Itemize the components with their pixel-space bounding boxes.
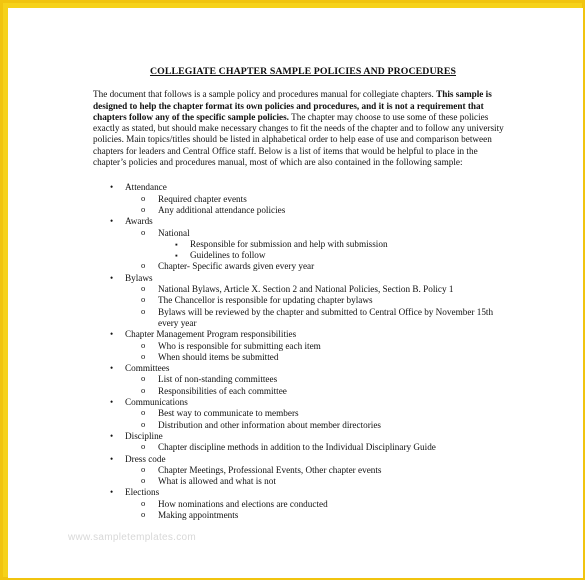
sub-list bbox=[125, 442, 513, 453]
item-label: Committees bbox=[125, 363, 170, 374]
bullet-circle: o bbox=[141, 497, 146, 508]
bullet-circle: o bbox=[141, 305, 146, 316]
watermark: www.sampletemplates.com bbox=[68, 532, 197, 543]
subtopic-item bbox=[125, 205, 513, 216]
intro-paragraph bbox=[93, 89, 513, 168]
item-label: Required chapter events bbox=[158, 193, 247, 204]
subtopic-item bbox=[125, 408, 513, 419]
item-label: Any additional attendance policies bbox=[158, 204, 286, 215]
bullet-disc: • bbox=[110, 272, 114, 283]
sub-subtopic-item bbox=[158, 250, 513, 261]
bullet-disc: • bbox=[110, 329, 114, 340]
item-label: National bbox=[158, 227, 190, 238]
subtopic-item bbox=[125, 510, 513, 521]
sub-subtopic-item bbox=[158, 239, 513, 250]
bullet-circle: o bbox=[141, 339, 146, 350]
bullet-circle: o bbox=[141, 226, 146, 237]
item-label: Making appointments bbox=[158, 509, 239, 520]
bullet-square: ▪ bbox=[175, 251, 178, 261]
sub-list bbox=[125, 284, 513, 329]
sub-list bbox=[125, 499, 513, 522]
subtopic-item bbox=[125, 420, 513, 431]
item-label: Chapter- Specific awards given every year bbox=[158, 261, 315, 272]
bullet-disc: • bbox=[110, 397, 114, 408]
item-label: National Bylaws, Article X. Section 2 and National Policies, Section B. Policy 1 bbox=[158, 284, 454, 295]
item-label: Discipline bbox=[125, 430, 163, 441]
topic-item bbox=[93, 454, 513, 488]
intro-text-2: The chapter may choose to use some of these policies exactly as stated, but should make necessary changes to fit the needs of the chapter and to follow any university policies. Main topics/titles should be listed in alphabetical order to help ease of use and comparison between chapters for leaders and Central Office staff. Below is a list of items that would be helpful to place in the chapter’s policies and procedures manual, most of which are also contained in the following sample: bbox=[93, 111, 504, 168]
item-label: Dress code bbox=[125, 453, 166, 464]
item-label: When should items be submitted bbox=[158, 351, 279, 362]
bullet-circle: o bbox=[141, 418, 146, 429]
bullet-disc: • bbox=[110, 487, 114, 498]
item-label: Bylaws bbox=[125, 272, 153, 283]
item-label: Responsible for submission and help with submission bbox=[190, 238, 388, 249]
subtopic-item bbox=[125, 386, 513, 397]
bullet-circle: o bbox=[141, 373, 146, 384]
subtopic-item bbox=[125, 465, 513, 476]
subtopic-item bbox=[125, 374, 513, 385]
item-label: Who is responsible for submitting each item bbox=[158, 340, 321, 351]
item-label: Responsibilities of each committee bbox=[158, 385, 287, 396]
subtopic-item bbox=[125, 442, 513, 453]
sub-list bbox=[125, 228, 513, 273]
topic-item bbox=[93, 329, 513, 363]
bullet-circle: o bbox=[141, 508, 146, 519]
document-page bbox=[8, 8, 583, 578]
item-label: Distribution and other information about member directories bbox=[158, 419, 381, 430]
document-title: COLLEGIATE CHAPTER SAMPLE POLICIES AND PROCEDURES bbox=[149, 66, 457, 77]
item-label: Chapter Management Program responsibilities bbox=[125, 329, 297, 340]
subtopic-item bbox=[125, 261, 513, 272]
subtopic-item bbox=[125, 476, 513, 487]
subtopic-item bbox=[125, 194, 513, 205]
bullet-circle: o bbox=[141, 192, 146, 203]
bullet-disc: • bbox=[110, 182, 114, 193]
bullet-circle: o bbox=[141, 260, 146, 271]
item-label: Chapter discipline methods in addition to the Individual Disciplinary Guide bbox=[158, 442, 436, 453]
topic-item bbox=[93, 182, 513, 216]
item-label: How nominations and elections are conducted bbox=[158, 498, 328, 509]
bullet-disc: • bbox=[110, 216, 114, 227]
bullet-disc: • bbox=[110, 363, 114, 374]
subtopic-item bbox=[125, 352, 513, 363]
topic-item bbox=[93, 397, 513, 431]
topic-outline bbox=[93, 182, 513, 521]
item-label: The Chancellor is responsible for updating chapter bylaws bbox=[158, 295, 373, 306]
bullet-disc: • bbox=[110, 453, 114, 464]
sub-list bbox=[125, 465, 513, 488]
item-label: Bylaws will be reviewed by the chapter and submitted to Central Office by November 15th every year bbox=[158, 306, 494, 328]
sub-list bbox=[125, 341, 513, 364]
topic-item bbox=[93, 273, 513, 329]
sub-list bbox=[125, 408, 513, 431]
bullet-circle: o bbox=[141, 384, 146, 395]
topic-item bbox=[93, 487, 513, 521]
sub-list bbox=[125, 194, 513, 217]
bullet-circle: o bbox=[141, 407, 146, 418]
item-label: What is allowed and what is not bbox=[158, 476, 276, 487]
topic-item bbox=[93, 363, 513, 397]
sub-list bbox=[158, 239, 513, 262]
bullet-circle: o bbox=[141, 283, 146, 294]
bullet-disc: • bbox=[110, 430, 114, 441]
topic-item bbox=[93, 431, 513, 454]
document-content bbox=[93, 66, 513, 521]
sub-list bbox=[125, 374, 513, 397]
bullet-circle: o bbox=[141, 350, 146, 361]
item-label: Chapter Meetings, Professional Events, Other chapter events bbox=[158, 464, 382, 475]
item-label: Communications bbox=[125, 397, 188, 408]
item-label: Elections bbox=[125, 487, 160, 498]
subtopic-item bbox=[125, 228, 513, 262]
item-label: Attendance bbox=[125, 182, 167, 193]
bullet-circle: o bbox=[141, 475, 146, 486]
item-label: Guidelines to follow bbox=[190, 250, 266, 261]
bullet-circle: o bbox=[141, 203, 146, 214]
item-label: Awards bbox=[125, 216, 153, 227]
subtopic-item bbox=[125, 295, 513, 306]
subtopic-item bbox=[125, 307, 513, 330]
item-label: Best way to communicate to members bbox=[158, 408, 299, 419]
bullet-square: ▪ bbox=[175, 239, 178, 249]
bullet-circle: o bbox=[141, 441, 146, 452]
bullet-circle: o bbox=[141, 294, 146, 305]
bullet-circle: o bbox=[141, 463, 146, 474]
subtopic-item bbox=[125, 499, 513, 510]
intro-bold-text: This sample is designed to help the chapter format its own policies and procedures, and it is not a requirement that chapters follow any of the specific sample policies. bbox=[93, 89, 492, 122]
intro-text-1: The document that follows is a sample policy and procedures manual for collegiate chapters. bbox=[93, 89, 437, 100]
item-label: List of non-standing committees bbox=[158, 374, 278, 385]
subtopic-item bbox=[125, 284, 513, 295]
topic-item bbox=[93, 216, 513, 272]
subtopic-item bbox=[125, 341, 513, 352]
